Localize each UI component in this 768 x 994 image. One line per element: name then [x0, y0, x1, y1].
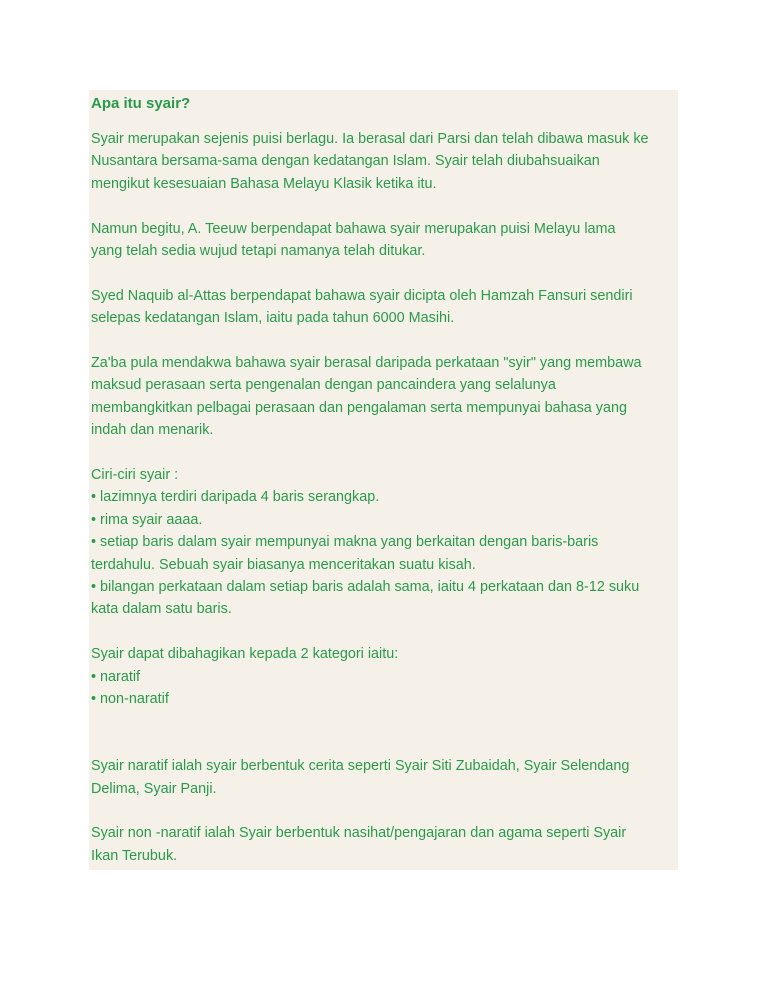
text-line: kata dalam satu baris.	[91, 601, 232, 618]
text-line: terdahulu. Sebuah syair biasanya menceritakan suatu kisah.	[91, 556, 476, 573]
text-line: Syed Naquib al-Attas berpendapat bahawa syair dicipta oleh Hamzah Fansuri sendiri	[91, 287, 633, 304]
text-line: Syair naratif ialah syair berbentuk cerita seperti Syair Siti Zubaidah, Syair Selendang	[91, 758, 630, 775]
paragraph-non-narrative	[91, 822, 681, 867]
list-heading: Syair dapat dibahagikan kepada 2 kategori iaitu:	[91, 646, 399, 663]
paragraph-zaba	[91, 352, 681, 442]
list-item: • non-naratif	[91, 691, 169, 708]
text-line: yang telah sedia wujud tetapi namanya telah ditukar.	[91, 243, 426, 260]
page-title: Apa itu syair?	[91, 95, 191, 112]
text-line: selepas kedatangan Islam, iaitu pada tahun 6000 Masihi.	[91, 310, 455, 327]
paragraph-attas	[91, 285, 681, 330]
text-line: maksud perasaan serta pengenalan dengan pancaindera yang selalunya	[91, 377, 556, 394]
list-item: • lazimnya terdiri daripada 4 baris serangkap.	[91, 489, 380, 506]
list-item: • naratif	[91, 668, 141, 685]
paragraph-narrative	[91, 755, 681, 800]
paragraph-characteristics	[91, 464, 681, 621]
text-line: membangkitkan pelbagai perasaan dan pengalaman serta mempunyai bahasa yang	[91, 399, 628, 416]
paragraph-categories	[91, 643, 681, 710]
text-line: Namun begitu, A. Teeuw berpendapat bahawa syair merupakan puisi Melayu lama	[91, 220, 616, 237]
text-line: Delima, Syair Panji.	[91, 780, 217, 797]
text-line: Ikan Terubuk.	[91, 847, 178, 864]
text-line: mengikut kesesuaian Bahasa Melayu Klasik ketika itu.	[91, 175, 437, 192]
document-body	[91, 94, 681, 890]
list-item: • setiap baris dalam syair mempunyai makna yang berkaitan dengan baris-baris	[91, 534, 599, 551]
paragraph-intro	[91, 128, 681, 195]
list-item: • bilangan perkataan dalam setiap baris adalah sama, iaitu 4 perkataan dan 8-12 suku	[91, 579, 640, 596]
spacer	[91, 733, 681, 755]
text-line: Za'ba pula mendakwa bahawa syair berasal daripada perkataan "syir" yang membawa	[91, 355, 642, 372]
text-line: Nusantara bersama-sama dengan kedatangan Islam. Syair telah diubahsuaikan	[91, 153, 600, 170]
list-item: • rima syair aaaa.	[91, 511, 203, 528]
paragraph-teeuw	[91, 218, 681, 263]
list-heading: Ciri-ciri syair :	[91, 467, 179, 484]
text-line: indah dan menarik.	[91, 422, 214, 439]
text-line: Syair merupakan sejenis puisi berlagu. Ia berasal dari Parsi dan telah dibawa masuk ke	[91, 131, 649, 147]
text-line: Syair non -naratif ialah Syair berbentuk nasihat/pengajaran dan agama seperti Syair	[91, 825, 627, 842]
